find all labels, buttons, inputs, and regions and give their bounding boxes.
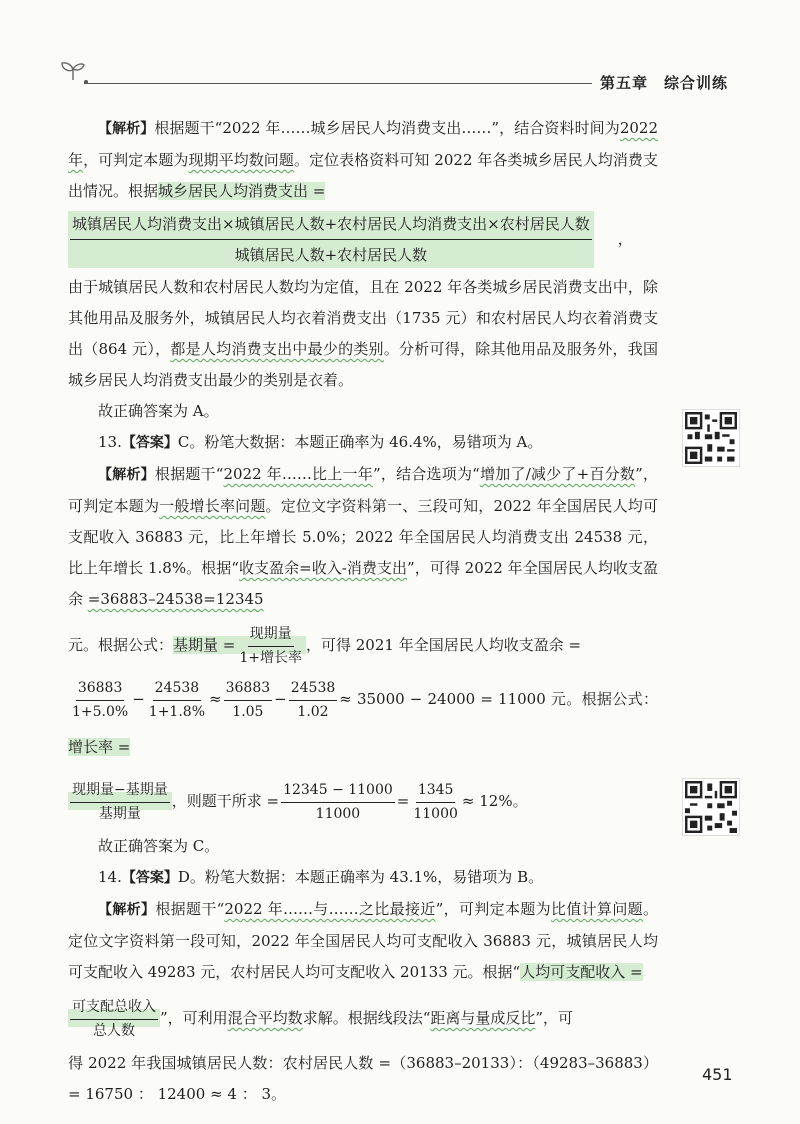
wavy-text: 一般增长率问题 [159,497,266,515]
wavy-text: =36883–24538=12345 [87,590,264,608]
wavy-text: 距离与量成反比 [430,1009,536,1027]
text: ”，结合选项为“ [372,465,480,483]
text: 根据题干“ [154,465,224,483]
formula-base-period [68,621,658,669]
formula-lhs: 基期量 = [173,636,236,654]
wavy-text: 2022 年……比上一年 [223,465,373,483]
text: ”，可得 2022 年全国居民人均收支盈余 [68,559,658,608]
wavy-text: 增加了/减少了+百分数 [479,465,636,483]
text: ，则题干所求 = [171,792,280,810]
text: ，可判定本题为 [83,151,189,169]
page-body [68,113,658,1110]
numerator: 现期量−基期量 [70,781,170,803]
numerator: 36883 [224,679,273,701]
text: 元。根据公式： [68,636,174,654]
formula-per-capita-income [68,994,658,1042]
answer-tag: 【答案】 [121,435,178,451]
text: ，可得 2021 年全国居民人均收支盈余 = [306,636,582,654]
text: ≈ 12%。 [461,792,528,810]
fraction [237,625,304,668]
highlighted-text: 城乡居民人均消费支出 = [158,182,326,200]
operator: = [396,792,410,810]
text: ”，可判定本题为 [68,465,659,515]
text: D。粉笔大数据：本题正确率为 43.1%，易错项为 B。 [177,868,544,886]
formula-highlight [68,998,160,1039]
denominator: 1.02 [297,703,329,720]
fraction [281,781,395,824]
fraction [70,781,170,824]
numerator: 可支配总收入 [70,998,158,1020]
text: ”，可判定本题为 [435,900,551,918]
comma: ， [617,230,633,248]
text: ≈ 35000 − 24000 = 11000 元。根据公式： [339,690,658,708]
text: ”，可利用 [160,1009,228,1027]
formula-highlight [68,211,594,268]
fraction [224,679,273,722]
fraction [70,998,158,1041]
analysis-tag: 【解析】 [98,121,155,137]
page-number: 451 [702,1065,733,1084]
analysis-tag: 【解析】 [98,902,156,918]
wavy-text: 2022 年……与……之比最接近 [224,900,436,918]
numerator: 36883 [76,679,125,701]
numerator: 现期量 [248,625,294,647]
text: 。定位表格资料可知 2022 年各类城乡居民人均消费支出情况。根据 [68,151,658,200]
text: 。定位文字资料第一段可知，2022 年全国居民人均可支配收入 36883 元，城镇居民人均可支配收入 49283 元，农村居民人均可支配收入 20133 元。根据“ [68,900,659,981]
text: 求解。根据线段法“ [302,1009,431,1027]
answer-q13-header [68,427,658,459]
denominator: 1+增长率 [239,649,302,666]
answer-q13: 故正确答案为 C。 [98,837,220,855]
question-number: 14. [98,868,122,886]
fraction [411,781,460,824]
answer-q12: 故正确答案为 A。 [98,402,219,420]
numerator: 12345 − 11000 [281,781,395,803]
denominator: 1.05 [232,703,264,720]
text: 根据题干“2022 年……城乡居民人均消费支出……”，结合资料时间为 [154,119,620,137]
formula-highlight [68,781,172,822]
operator: − [132,690,145,708]
analysis-q13 [68,459,658,615]
header-rule [84,83,592,84]
answer-tag: 【答案】 [121,870,178,886]
formula-highlight [173,625,306,666]
highlighted-text: 增长率 = [68,738,131,756]
text: 。分析可得，除其他用品及服务外，我国城乡居民人均消费支出最少的类别是衣着。 [68,340,658,389]
analysis-q12 [68,113,658,207]
fraction [70,211,592,268]
qr-code-icon[interactable] [682,778,740,836]
wavy-text: 现期平均数问题 [188,151,294,169]
analysis-q12-cont [68,272,658,396]
page-header [0,0,800,100]
text: 由于城镇居民人数和农村居民人数均为定值，且在 2022 年各类城乡居民消费支出中，除其他用品及服务外，城镇居民人均衣着消费支出（1735 元）和农村居民人均衣着消费支出（864 元）， [68,278,658,358]
numerator: 城镇居民人均消费支出×城镇居民人数+农村居民人均消费支出×农村居民人数 [70,211,592,240]
text: ”，可 [535,1009,574,1027]
sprout-icon [60,60,86,82]
chapter-number: 第五章 [600,74,649,92]
formula-growth-rate [68,777,658,825]
section-title: 综合训练 [664,74,729,92]
denominator: 基期量 [98,805,141,822]
wavy-text: 都是人均消费支出中最少的类别 [170,340,384,358]
wavy-text: 2022 年 [68,119,659,169]
chapter-title [600,72,728,93]
wavy-text: 混合平均数 [227,1009,303,1027]
denominator: 总人数 [93,1022,135,1039]
highlighted-text: 人均可支配收入 = [520,963,643,981]
denominator: 1+1.8% [148,703,206,720]
numerator: 24538 [289,679,338,701]
wavy-text: 比值计算问题 [550,900,643,918]
question-number: 13. [98,433,122,451]
analysis-tag: 【解析】 [98,467,155,483]
text: C。粉笔大数据：本题正确率为 46.4%，易错项为 A。 [177,433,543,451]
numerator: 1345 [416,781,456,803]
fraction [70,679,130,722]
operator: − [274,690,287,708]
wavy-text: 收支盈余=收入-消费支出 [238,559,408,577]
answer-q14-header [68,862,658,894]
text: 。定位文字资料第一、三段可知，2022 年全国居民人均可支配收入 36883 元，比上年增长 5.0%；2022 年全国居民人均消费支出 24538 元，比上年增长 1.8%。根据“ [68,497,658,577]
denominator: 11000 [315,805,361,822]
qr-code-icon[interactable] [682,409,740,467]
analysis-q14-cont: 得 2022 年我国城镇居民人数：农村居民人数 =（36883–20133）：（49283–36883）= 16750 ： 12400 ≈ 4 ： 3。 [68,1054,658,1103]
text: 根据题干“ [155,900,225,918]
formula-avg-consumption [68,211,658,268]
denominator: 11000 [413,805,458,822]
formula-calculation [68,675,658,771]
denominator: 1+5.0% [72,703,129,720]
fraction [147,679,207,722]
analysis-q14 [68,894,658,988]
numerator: 24538 [153,679,202,701]
operator: ≈ [209,690,222,708]
denominator: 城镇居民人数+农村居民人数 [234,246,428,264]
fraction [289,679,338,722]
